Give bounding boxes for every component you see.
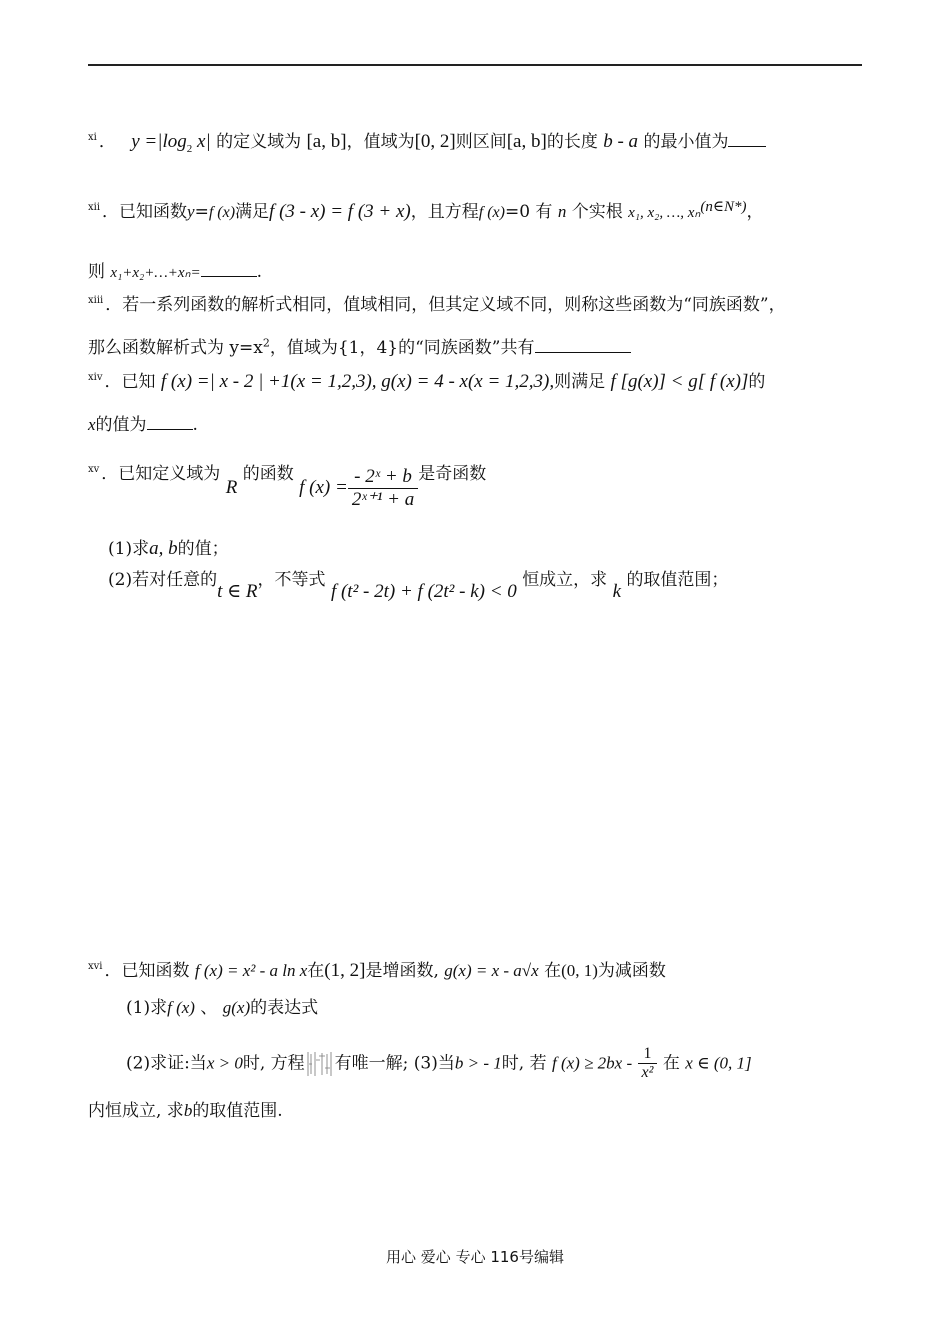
answer-blank [147, 413, 193, 430]
answer-blank [535, 336, 631, 353]
inequality: f (t² - 2t) + f (2t² - k) < 0 [330, 581, 517, 602]
marker: xi [88, 132, 97, 144]
fx: f (x) [208, 204, 236, 221]
marker: xiii [88, 295, 104, 307]
question-13-line2: 那么函数解析式为 $y=x^2$，值域为{1，4}的“同族函数”共有 [88, 336, 631, 358]
length-expr: b - a [603, 131, 639, 152]
marker: xvi [88, 961, 103, 973]
page-footer: 用心 爱心 专心 116号编辑 [386, 1248, 564, 1266]
answer-blank [201, 260, 257, 277]
range-interval: [0, 2] [414, 131, 456, 152]
definition-expr: f (x) =| x - 2 | +1(x = 1,2,3), g(x) = 4 - x(x = 1,2,3), [160, 371, 555, 392]
domain-interval: [a, b] [306, 131, 347, 152]
question-13: $^{xiii}$ ．若一系列函数的解析式相同，值域相同，但其定义域不同，则称这些函数为“同族函数”， [88, 295, 786, 315]
question-11: $^{xi}$ ． $y =|\log_2$ x| 的定义域为 [a, b]，值域为[0, 2]则区间[a, b]的长度 b - a 的最小值为 [88, 130, 766, 156]
interval: [a, b] [506, 131, 547, 152]
equation-image [305, 1050, 335, 1078]
symmetry-condition: f (3 - x) = f (3 + x) [269, 201, 411, 222]
marker: xii [88, 202, 101, 214]
question-15-part2: (2)若对任意的t ∈ R，不等式 f (t² - 2t) + f (2t² - k) < 0 恒成立，求 k 的取值范围； [108, 570, 729, 602]
answer-blank [728, 130, 766, 147]
math-function: $y =|\log_2$ x| [131, 131, 211, 155]
question-12-line2: 则 x₁+x₂+…+xₙ= . [88, 262, 263, 282]
question-12: $^{xii}$ ．已知函数y=f (x)满足f (3 - x) = f (3 + x)，且方程f (x)=0 有 n 个实根 x₁, x₂, …, xₙ(n∈N*)， [88, 199, 764, 222]
question-16: $^{xvi}$ ．已知函数 f (x) = x² - a ln x在(1, 2]是增函数, g(x) = x - a√x 在(0, 1)为减函数 [88, 960, 666, 981]
marker: xiv [88, 372, 103, 384]
question-16-part1: (1)求f (x) 、 g(x)的表达式 [126, 998, 319, 1018]
inequality: f [g(x)] < g[ f (x)] [610, 371, 749, 392]
condition: (n∈N*) [700, 199, 747, 215]
question-16-line3: 内恒成立, 求b的取值范围. [88, 1101, 283, 1121]
question-14-line2: x的值为 . [88, 415, 198, 435]
question-14: $^{xiv}$ ．已知 f (x) =| x - 2 | +1(x = 1,2,3), g(x) = 4 - x(x = 1,2,3),则满足 f [g(x)] < g[ f (x)]的 [88, 371, 766, 392]
marker: xv [88, 464, 100, 476]
question-15: $^{xv}$ ．已知定义域为 R 的函数 f (x) = $\frac{\text{- 2ˣ + b}}{\text{2ˣ⁺¹ + a}}$ 是奇函数 [88, 464, 487, 510]
fraction: $\frac{1}{\text{x²}}$ [638, 1045, 658, 1083]
question-15-part1: (1)求a, b的值； [108, 538, 229, 559]
question-16-part2: (2)求证:当x > 0时, 方程 有唯一解; (3)当b > - 1时, 若 f (x) ≥ 2bx - $\frac{1}{\text{x²}}$ 在 x ∈ (0, 1] [126, 1045, 752, 1082]
function-fraction: $\frac{\text{- 2ˣ + b}}{\text{2ˣ⁺¹ + a}}$ [348, 466, 418, 511]
roots: x₁, x₂, …, xₙ [628, 205, 701, 221]
header-rule [88, 64, 862, 66]
